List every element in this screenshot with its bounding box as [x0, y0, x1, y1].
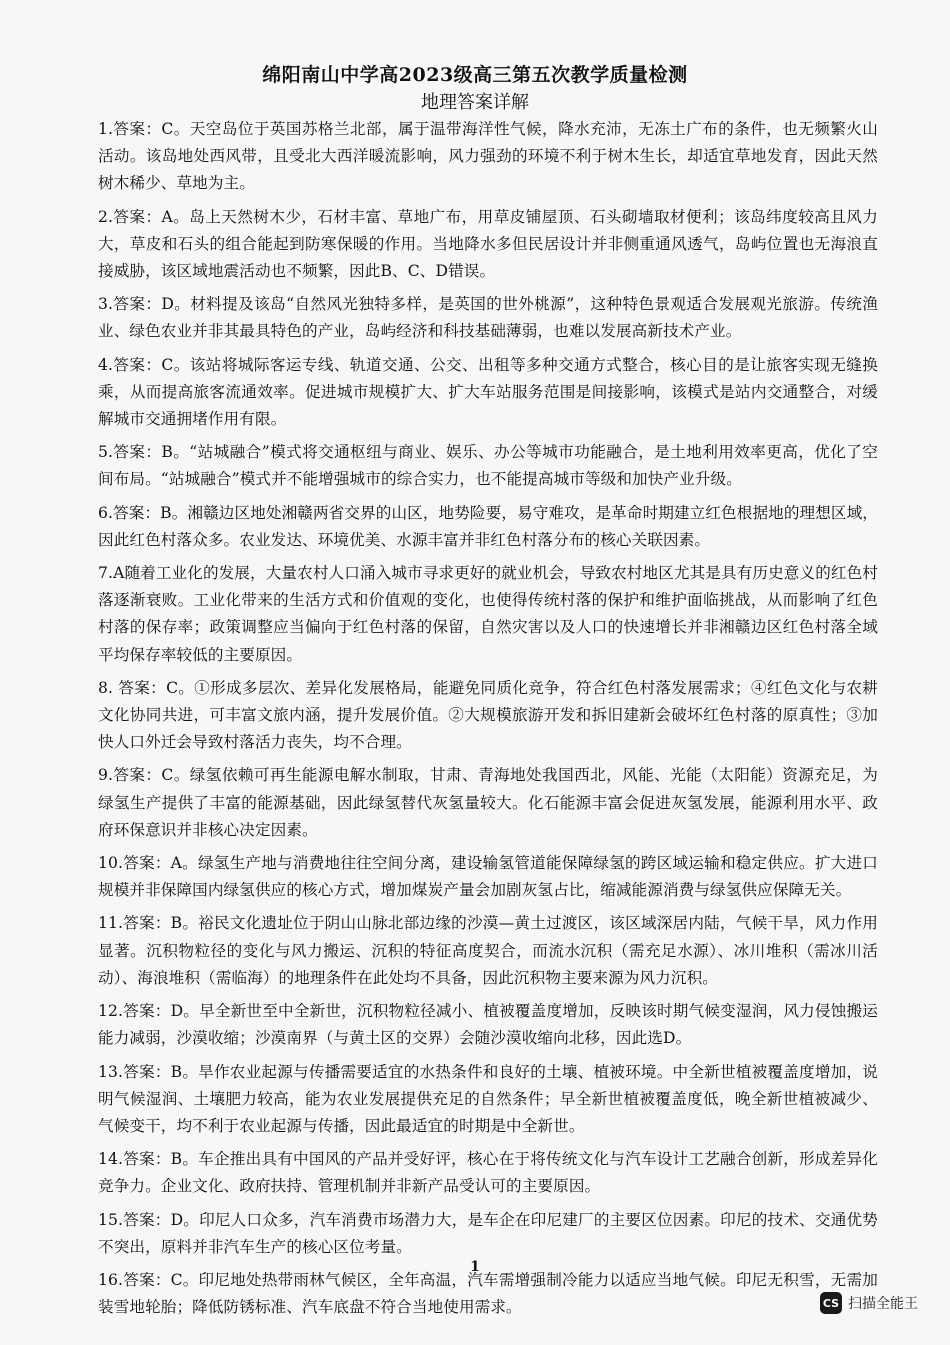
answer-item-5: 5.答案：B。“站城融合”模式将交通枢纽与商业、娱乐、办公等城市功能融合，是土地利用效率更高，优化了空间布局。“站城融合”模式并不能增强城市的综合实力，也不能提高城市等级和加快产业升级。: [98, 443, 878, 489]
answer-list: [98, 116, 878, 1327]
answer-item-12: 12.答案：D。早全新世至中全新世，沉积物粒径减小、植被覆盖度增加，反映该时期气候变湿润，风力侵蚀搬运能力减弱，沙漠收缩；沙漠南界（与黄土区的交界）会随沙漠收缩向北移，因此选D。: [98, 1002, 878, 1048]
answer-item-2: 2.答案：A。岛上天然树木少，石材丰富、草地广布，用草皮铺屋顶、石头砌墙取材便利；该岛纬度较高且风力大，草皮和石头的组合能起到防寒保暖的作用。当地降水多但民居设计并非侧重通风透气，岛屿位置也无海浪直接威胁，该区域地震活动也不频繁，因此B、C、D错误。: [98, 207, 878, 281]
answer-item-13: 13.答案：B。旱作农业起源与传播需要适宜的水热条件和良好的土壤、植被环境。中全新世植被覆盖度增加，说明气候湿润、土壤肥力较高，能为农业发展提供充足的自然条件；早全新世植被覆盖度低，晚全新世植被减少、气候变干，均不利于农业起源与传播，因此最适宜的时期是中全新世。: [98, 1062, 878, 1135]
answer-item-10: 10.答案：A。绿氢生产地与消费地往往空间分离，建设输氢管道能保障绿氢的跨区域运输和稳定供应。扩大进口规模并非保障国内绿氢供应的核心方式，增加煤炭产量会加剧灰氢占比，缩减能源消费与绿氢供应保障无关。: [98, 854, 878, 900]
answer-item-3: 3.答案：D。材料提及该岛“自然风光独特多样，是英国的世外桃源”，这种特色景观适合发展观光旅游。传统渔业、绿色农业并非其最具特色的产业，岛屿经济和科技基础薄弱，也难以发展高新技术产业。: [98, 295, 878, 341]
page-number: 1: [470, 1259, 480, 1275]
watermark-text: 扫描全能王: [848, 1296, 918, 1312]
answer-item-15: 15.答案：D。印尼人口众多，汽车消费市场潜力大，是车企在印尼建厂的主要区位因素。印尼的技术、交通优势不突出，原料并非汽车生产的核心区位考量。: [98, 1210, 878, 1256]
answer-item-4: 4.答案：C。该站将城际客运专线、轨道交通、公交、出租等多种交通方式整合，核心目的是让旅客实现无缝换乘，从而提高旅客流通效率。促进城市规模扩大、扩大车站服务范围是间接影响，该模式是站内交通整合，对缓解城市交通拥堵作用有限。: [98, 355, 878, 429]
answer-item-9: 9.答案：C。绿氢依赖可再生能源电解水制取，甘肃、青海地处我国西北，风能、光能（太阳能）资源充足，为绿氢生产提供了丰富的能源基础，因此绿氢替代灰氢量较大。化石能源丰富会促进灰氢发展，能源利用水平、政府环保意识并非核心决定因素。: [98, 766, 878, 839]
page-title: 绵阳南山中学高2023级高三第五次教学质量检测: [262, 64, 688, 86]
scanner-watermark: [820, 1290, 918, 1316]
answer-item-6: 6.答案：B。湘赣边区地处湘赣两省交界的山区，地势险要，易守难攻，是革命时期建立红色根据地的理想区域，因此红色村落众多。农业发达、环境优美、水源丰富并非红色村落分布的核心关联因素。: [98, 503, 879, 549]
answer-item-8: 8. 答案：C。①形成多层次、差异化发展格局，能避免同质化竞争，符合红色村落发展需求；④红色文化与农耕文化协同共进，可丰富文旅内涵，提升发展价值。②大规模旅游开发和拆旧建新会破坏红色村落的原真性；③加快人口外迁会导致村落活力丧失，均不合理。: [98, 678, 878, 752]
answer-item-7: 7.A随着工业化的发展，大量农村人口涌入城市寻求更好的就业机会，导致农村地区尤其是具有历史意义的红色村落逐渐衰败。工业化带来的生活方式和价值观的变化，也使得传统村落的保护和维护面临挑战，从而影响了红色村落的保存率；政策调整应当偏向于红色村落的保留，自然灾害以及人口的快速增长并非湘赣边区红色村落全域平均保存率较低的主要原因。: [98, 564, 878, 664]
answer-item-14: 14.答案：B。车企推出具有中国风的产品并受好评，核心在于将传统文化与汽车设计工艺融合创新，形成差异化竞争力。企业文化、政府扶持、管理机制并非新产品受认可的主要原因。: [98, 1150, 878, 1196]
answer-item-16: 16.答案：C。印尼地处热带雨林气候区，全年高温，汽车需增强制冷能力以适应当地气候。印尼无积雪，无需加装雪地轮胎；降低防锈标准、汽车底盘不符合当地使用需求。: [98, 1270, 878, 1317]
page-subtitle: 地理答案详解: [421, 92, 529, 113]
answer-item-11: 11.答案：B。裕民文化遗址位于阴山山脉北部边缘的沙漠—黄土过渡区，该区域深居内陆，气候干旱，风力作用显著。沉积物粒径的变化与风力搬运、沉积的特征高度契合，而流水沉积（需充足水源）、冰川堆积（需冰川活动）、海浪堆积（需临海）的地理条件在此处均不具备，因此沉积物主要来源为风力沉积。: [98, 914, 878, 987]
camscanner-logo-icon: CS: [820, 1292, 842, 1314]
answer-item-1: 1.答案：C。天空岛位于英国苏格兰北部，属于温带海洋性气候，降水充沛，无冻土广布的条件，也无频繁火山活动。该岛地处西风带，且受北大西洋暖流影响，风力强劲的环境不利于树木生长，却适宜草地发育，因此天然树木稀少、草地为主。: [98, 120, 878, 193]
